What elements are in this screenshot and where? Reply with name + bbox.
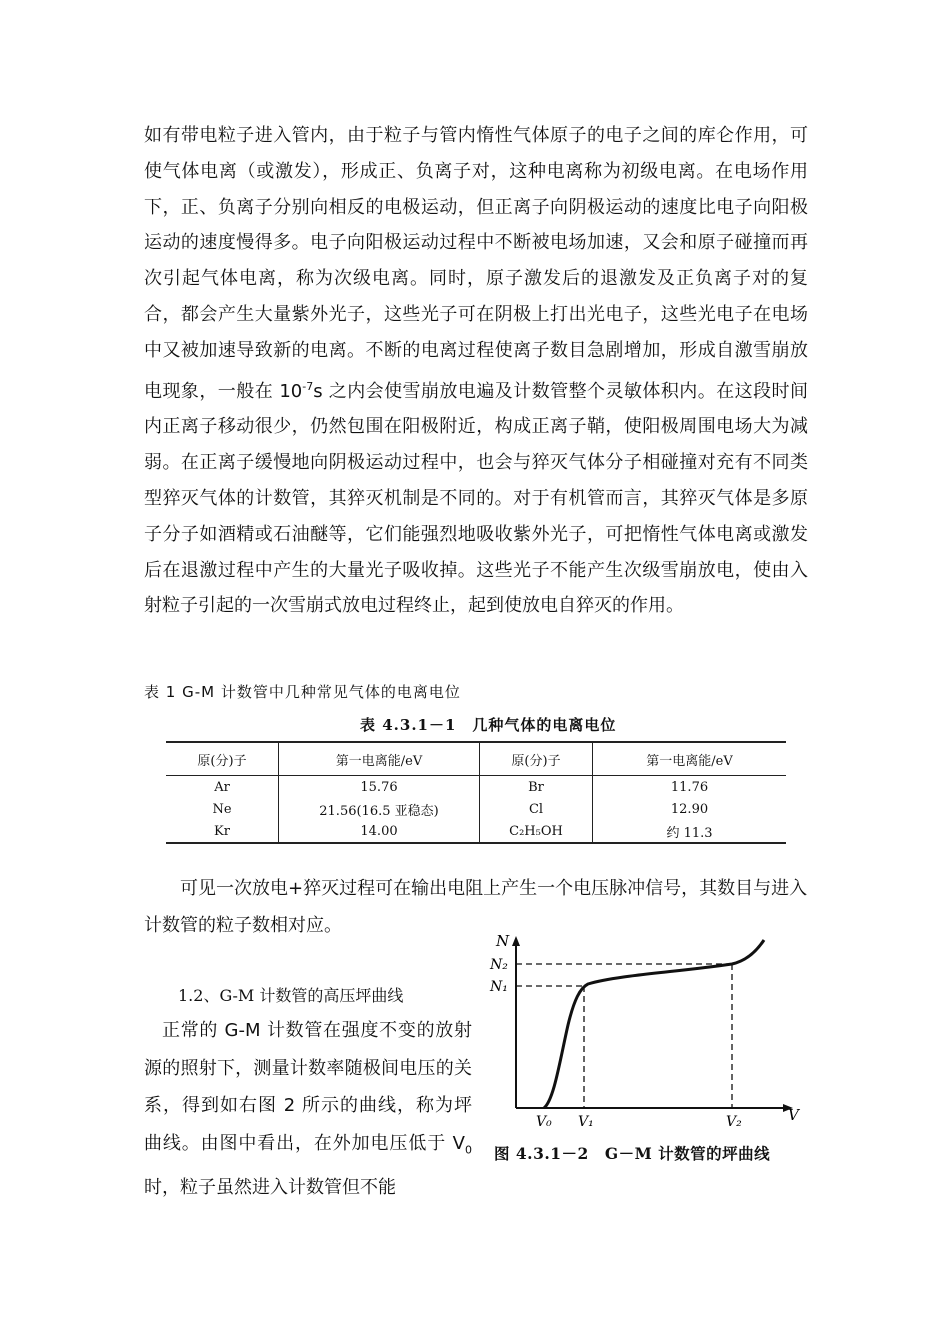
- table-cell: 11.76: [670, 779, 709, 795]
- figure-caption: 图 4.3.1－2 G－M 计数管的坪曲线: [494, 1144, 771, 1163]
- table-row: [166, 798, 786, 820]
- table-cell: Cl: [480, 798, 593, 820]
- table-title: 表 4.3.1－1 几种气体的电离电位: [360, 716, 617, 734]
- table-cell: Ne: [212, 801, 232, 817]
- y-axis-arrow: [512, 936, 520, 946]
- table-caption: 表 1 G-M 计数管中几种常见气体的电离电位: [144, 683, 461, 701]
- table-row: [166, 776, 786, 799]
- y-axis-label: N: [496, 932, 510, 950]
- table-cell: C₂H₅OH: [480, 820, 593, 843]
- paragraph-1-rest: s 之内会使雪崩放电遍及计数管整个灵敏体积内。在这段时间内正离子移动很少，仍然包围在阳极附近，构成正离子鞘，使阳极周围电场大为减弱。在正离子缓慢地向阴极运动过程中，也会与猝灭气体分子相碰撞对充有不同类型猝灭气体的计数管，其猝灭机制是不同的。对于有机管而言，其猝灭气体是多原子分子如酒精或石油醚等，它们能强烈地吸收紫外光子，可把惰性气体电离或激发后在退激过程中产生的大量光子吸收掉。这些光子不能产生次级雪崩放电，使由入射粒子引起的一次雪崩式放电过程终止，起到使放电自猝灭的作用。: [144, 380, 808, 617]
- v1-label: V₁: [578, 1114, 594, 1130]
- plateau-curve-figure: [488, 930, 808, 1175]
- table-header-cell: 原(分)子: [166, 742, 279, 776]
- paragraph-1-text: 如有带电粒子进入管内，由于粒子与管内惰性气体原子的电子之间的库仑作用，可使气体电离（或激发），形成正、负离子对，这种电离称为初级电离。在电场作用下，正、负离子分别向相反的电极运动，但正离子向阴极运动的速度比电子向阳极运动的速度慢得多。电子向阳极运动过程中不断被电场加速，又会和原子碰撞而再次引起气体电离，称为次级电离。同时，原子激发后的退激发及正负离子对的复合，都会产生大量紫外光子，这些光子可在阴极上打出光电子，这些光电子在电场中又被加速导致新的电离。不断的电离过程使离子数目急剧增加，形成自激雪崩放电现象，一般在 10: [144, 125, 808, 402]
- table-cell: Br: [480, 776, 593, 799]
- table-header-row: [166, 742, 786, 776]
- ionization-table: [166, 741, 786, 844]
- v2-label: V₂: [726, 1114, 742, 1130]
- table-row: [166, 820, 786, 843]
- subscript: 0: [465, 1143, 472, 1157]
- plateau-curve: [544, 940, 764, 1108]
- paragraph-3-text: 正常的 G-M 计数管在强度不变的放射源的照射下，测量计数率随极间电压的关系，得到如右图 2 所示的曲线，称为坪曲线。由图中看出，在外加电压低于 V: [144, 1020, 472, 1154]
- table-cell: 15.76: [279, 776, 480, 799]
- table-cell: 14.00: [279, 820, 480, 843]
- table-cell: 约 11.3: [593, 820, 787, 843]
- x-axis-label: V: [788, 1106, 799, 1124]
- table-header-cell: 第一电离能/eV: [593, 742, 787, 776]
- table-header-cell: 原(分)子: [480, 742, 593, 776]
- paragraph-3-rest: 时，粒子虽然进入计数管但不能: [144, 1176, 396, 1198]
- n1-label: N₁: [490, 979, 508, 995]
- body-paragraph-3: [144, 1012, 472, 1207]
- n2-label: N₂: [490, 957, 508, 973]
- v0-label: V₀: [536, 1114, 552, 1130]
- body-paragraph-2: 可见一次放电+猝灭过程可在输出电阻上产生一个电压脉冲信号，其数目与进入计数管的粒子数相对应。: [144, 878, 808, 936]
- exponent: -7: [302, 379, 314, 393]
- table-cell: Ar: [214, 779, 230, 795]
- table-cell: Kr: [166, 820, 279, 843]
- table-header-cell: 第一电离能/eV: [279, 742, 480, 776]
- table-cell: 12.90: [670, 801, 709, 817]
- table-cell: 21.56(16.5 亚稳态): [279, 798, 480, 820]
- section-heading: 1.2、G-M 计数管的高压坪曲线: [178, 986, 404, 1005]
- body-paragraph-1: [144, 118, 808, 624]
